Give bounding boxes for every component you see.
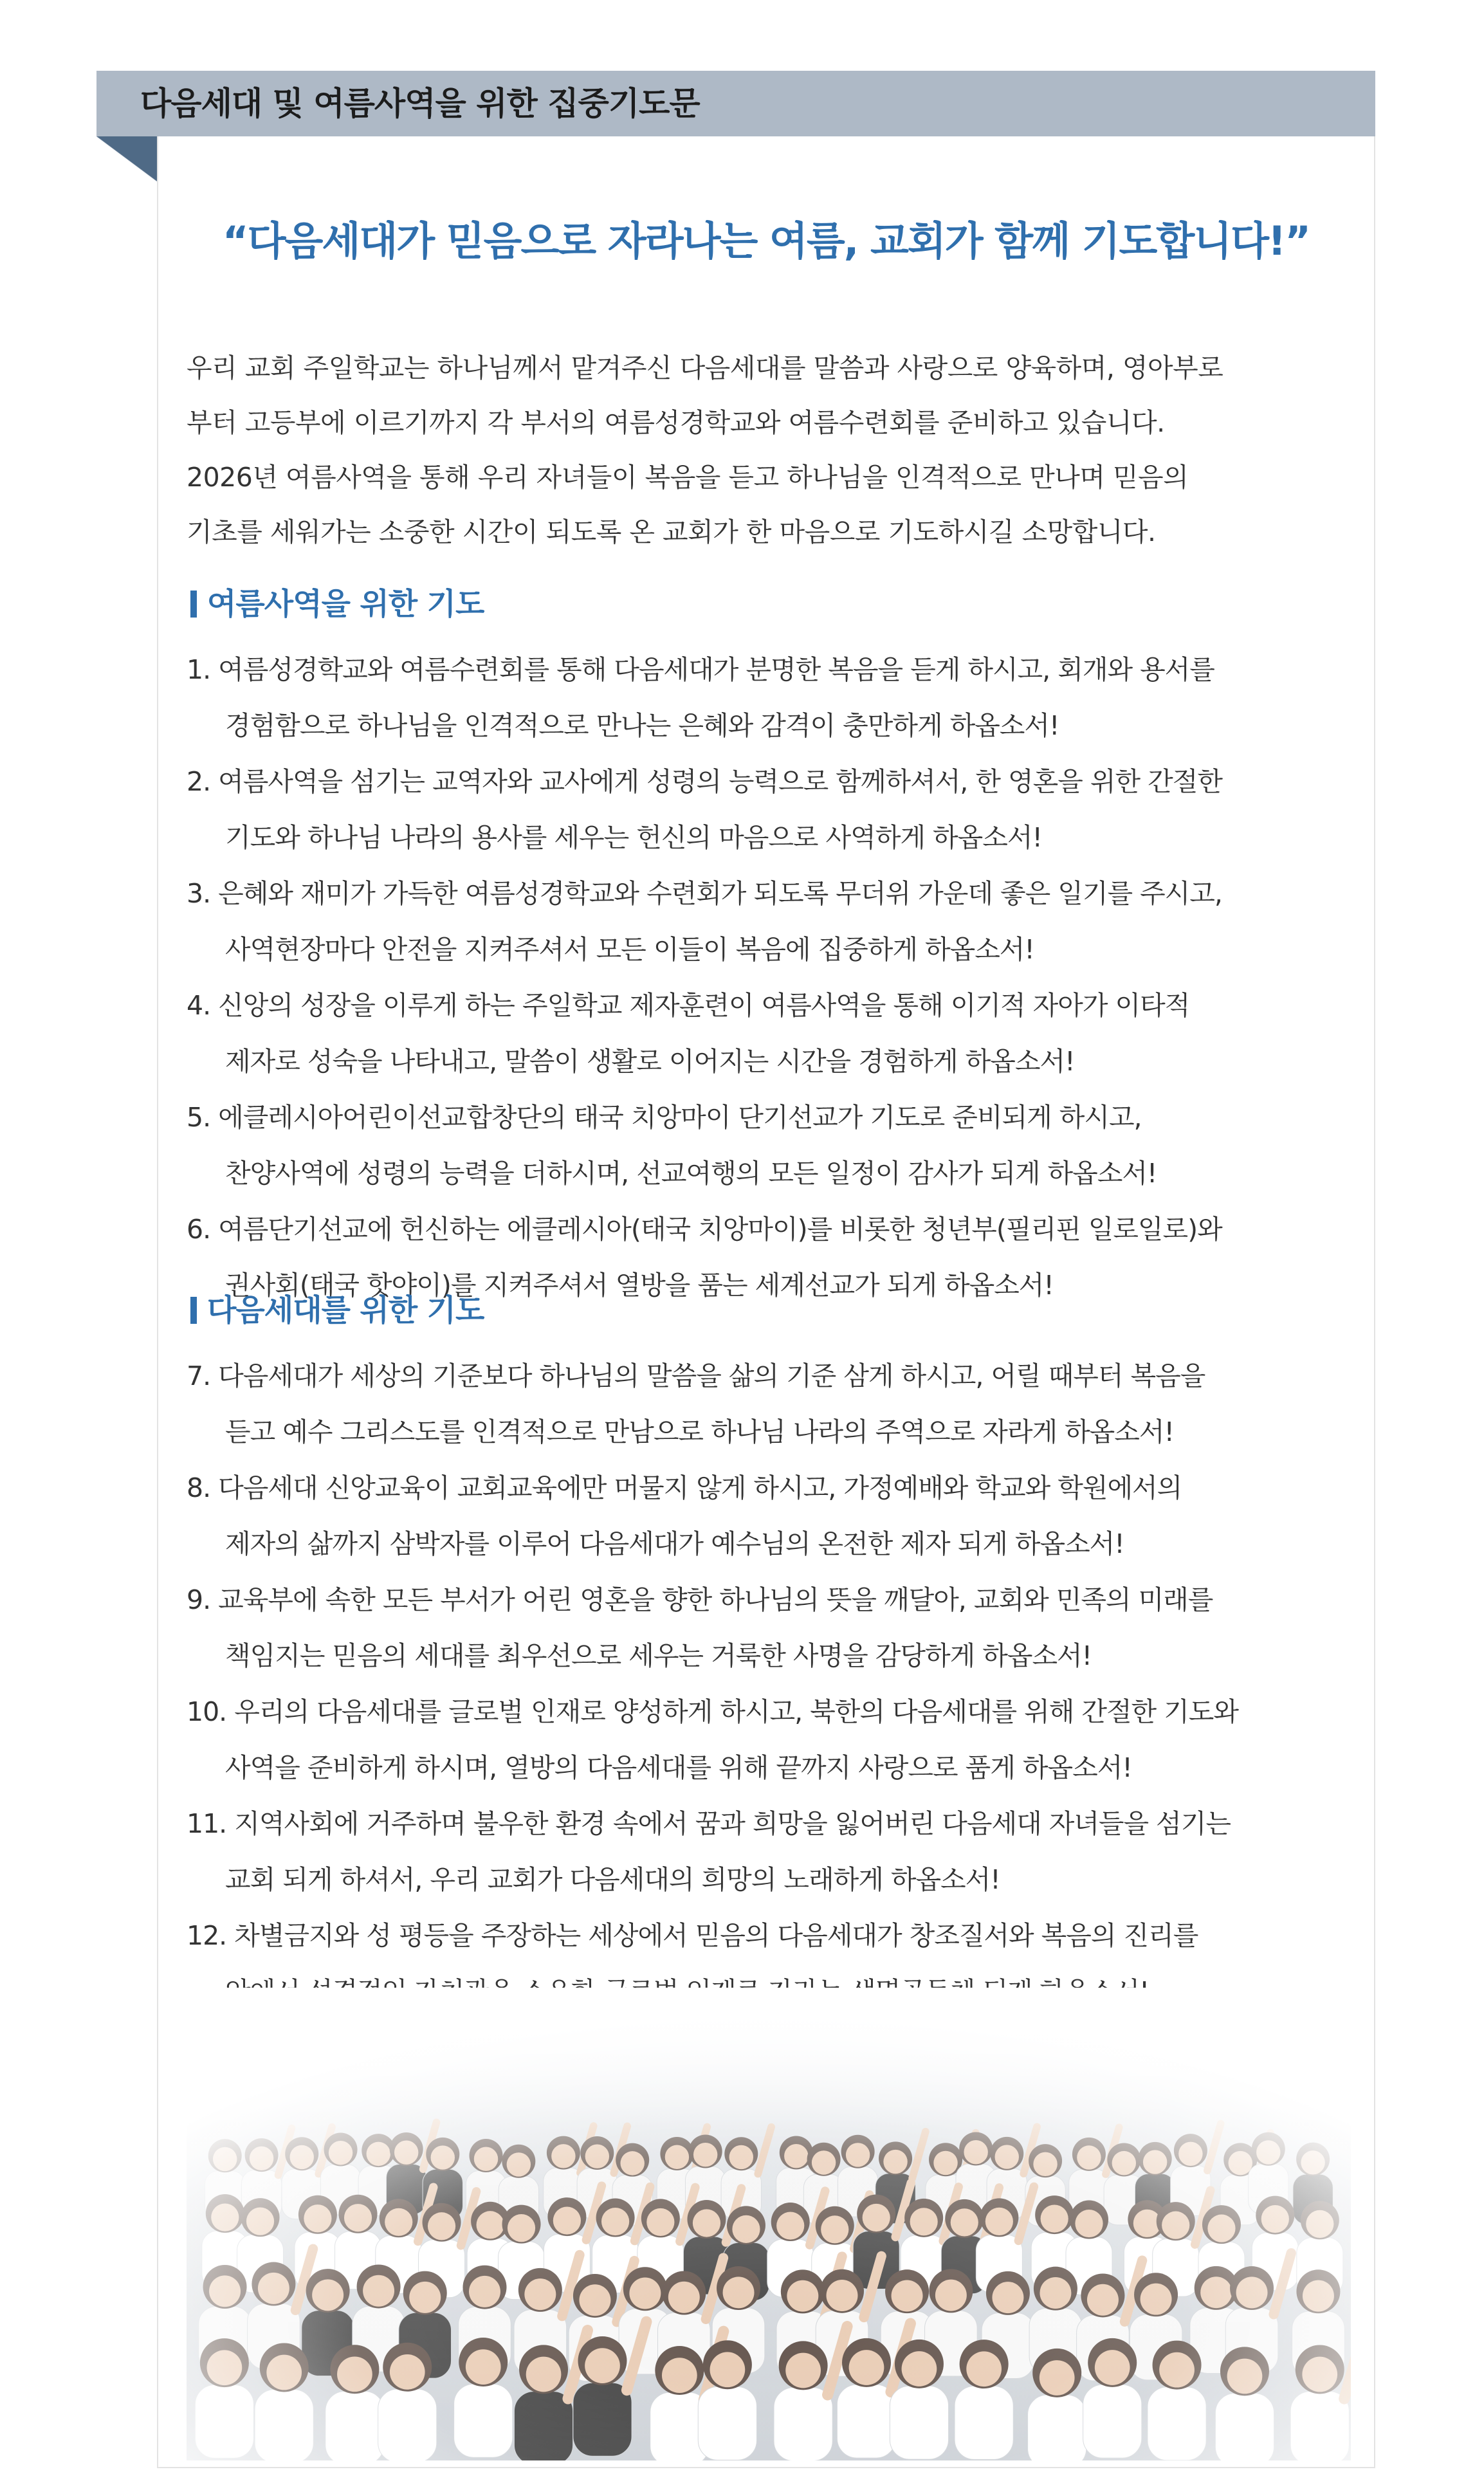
prayer-line: 5. 에클레시아어린이선교합창단의 태국 치앙마이 단기선교가 기도로 준비되게 하시고, — [187, 1102, 1142, 1133]
prayer-line: 제자로 성숙을 나타내고, 말씀이 생활로 이어지는 시간을 경험하게 하옵소서! — [225, 1046, 1075, 1077]
intro-line: 기초를 세워가는 소중한 시간이 되도록 온 교회가 한 마음으로 기도하시길 소망합니다. — [187, 517, 1156, 547]
prayer-line: 사역현장마다 안전을 지켜주셔서 모든 이들이 복음에 집중하게 하옵소서! — [225, 934, 1034, 965]
intro-line: 우리 교회 주일학교는 하나님께서 맡겨주신 다음세대를 말씀과 사랑으로 양육하며, 영아부로 — [187, 353, 1223, 383]
prayer-item — [187, 978, 1357, 1090]
prayer-line: 9. 교육부에 속한 모든 부서가 어린 영혼을 향한 하나님의 뜻을 깨달아, 교회와 민족의 미래를 — [187, 1584, 1213, 1615]
prayer-item — [187, 1796, 1357, 1908]
prayer-list-next-generation — [187, 1348, 1357, 2020]
prayer-line: 책임지는 믿음의 세대를 최우선으로 세우는 거룩한 사명을 감당하게 하옵소서! — [225, 1640, 1092, 1671]
prayer-line: 교회 되게 하셔서, 우리 교회가 다음세대의 희망의 노래하게 하옵소서! — [225, 1864, 1000, 1895]
prayer-line: 4. 신앙의 성장을 이루게 하는 주일학교 제자훈련이 여름사역을 통해 이기적 자아가 이타적 — [187, 990, 1190, 1021]
intro-paragraph — [187, 341, 1351, 560]
prayer-item — [187, 1348, 1357, 1460]
prayer-item — [187, 1090, 1357, 1202]
prayer-item — [187, 754, 1357, 866]
prayer-line: 3. 은혜와 재미가 가득한 여름성경학교와 수련회가 되도록 무더위 가운데 좋은 일기를 주시고, — [187, 878, 1222, 909]
page-title: 다음세대 및 여름사역을 위한 집중기도문 — [140, 85, 700, 122]
prayer-item — [187, 1684, 1357, 1796]
prayer-line: 듣고 예수 그리스도를 인격적으로 만남으로 하나님 나라의 주역으로 자라게 하옵소서! — [225, 1416, 1174, 1447]
prayer-line: 권사회(태국 핫야이)를 지켜주셔서 열방을 품는 세계선교가 되게 하옵소서! — [225, 1270, 1054, 1301]
intro-line: 2026년 여름사역을 통해 우리 자녀들이 복음을 듣고 하나님을 인격적으로 만나며 믿음의 — [187, 462, 1189, 493]
headline-quote: “다음세대가 믿음으로 자라나는 여름, 교회가 함께 기도합니다!” — [222, 217, 1310, 264]
prayer-line: 6. 여름단기선교에 헌신하는 에클레시아(태국 치앙마이)를 비롯한 청년부(필리핀 일로일로)와 — [187, 1214, 1222, 1245]
section-heading-summer — [190, 582, 484, 627]
prayer-item — [187, 866, 1357, 978]
heading-marker — [190, 1297, 197, 1324]
prayer-line: 7. 다음세대가 세상의 기준보다 하나님의 말씀을 삶의 기준 삼게 하시고, 어릴 때부터 복음을 — [187, 1361, 1205, 1391]
group-photo — [187, 1988, 1351, 2460]
prayer-line: 찬양사역에 성령의 능력을 더하시며, 선교여행의 모든 일정이 감사가 되게 하옵소서! — [225, 1158, 1157, 1189]
header-fold-decoration — [96, 136, 157, 181]
section-heading-label: 여름사역을 위한 기도 — [207, 587, 484, 622]
prayer-line: 11. 지역사회에 거주하며 불우한 환경 속에서 꿈과 희망을 잃어버린 다음세대 자녀들을 섬기는 — [187, 1808, 1231, 1839]
prayer-line: 경험함으로 하나님을 인격적으로 만나는 은혜와 감격이 충만하게 하옵소서! — [225, 710, 1059, 741]
prayer-line: 8. 다음세대 신앙교육이 교회교육에만 머물지 않게 하시고, 가정예배와 학교와 학원에서의 — [187, 1472, 1182, 1503]
prayer-line: 1. 여름성경학교와 여름수련회를 통해 다음세대가 분명한 복음을 듣게 하시고, 회개와 용서를 — [187, 654, 1214, 685]
prayer-line: 10. 우리의 다음세대를 글로벌 인재로 양성하게 하시고, 북한의 다음세대를 위해 간절한 기도와 — [187, 1696, 1239, 1727]
prayer-item — [187, 1572, 1357, 1684]
prayer-item — [187, 1460, 1357, 1572]
prayer-item — [187, 642, 1357, 754]
section-heading-next-generation — [190, 1288, 484, 1333]
prayer-list-summer — [187, 642, 1357, 1314]
prayer-line: 기도와 하나님 나라의 용사를 세우는 헌신의 마음으로 사역하게 하옵소서! — [225, 822, 1042, 853]
intro-line: 부터 고등부에 이르기까지 각 부서의 여름성경학교와 여름수련회를 준비하고 있습니다. — [187, 407, 1165, 438]
prayer-line: 2. 여름사역을 섬기는 교역자와 교사에게 성령의 능력으로 함께하셔서, 한 영혼을 위한 간절한 — [187, 766, 1222, 797]
group-photo-illustration — [187, 1988, 1351, 2460]
section-heading-label: 다음세대를 위한 기도 — [207, 1293, 484, 1328]
prayer-line: 12. 차별금지와 성 평등을 주장하는 세상에서 믿음의 다음세대가 창조질서와 복음의 진리를 — [187, 1920, 1198, 1951]
prayer-line: 사역을 준비하게 하시며, 열방의 다음세대를 위해 끝까지 사랑으로 품게 하옵소서! — [225, 1752, 1132, 1783]
heading-marker — [190, 591, 197, 618]
prayer-line: 제자의 삶까지 삼박자를 이루어 다음세대가 예수님의 온전한 제자 되게 하옵소서! — [225, 1528, 1124, 1559]
